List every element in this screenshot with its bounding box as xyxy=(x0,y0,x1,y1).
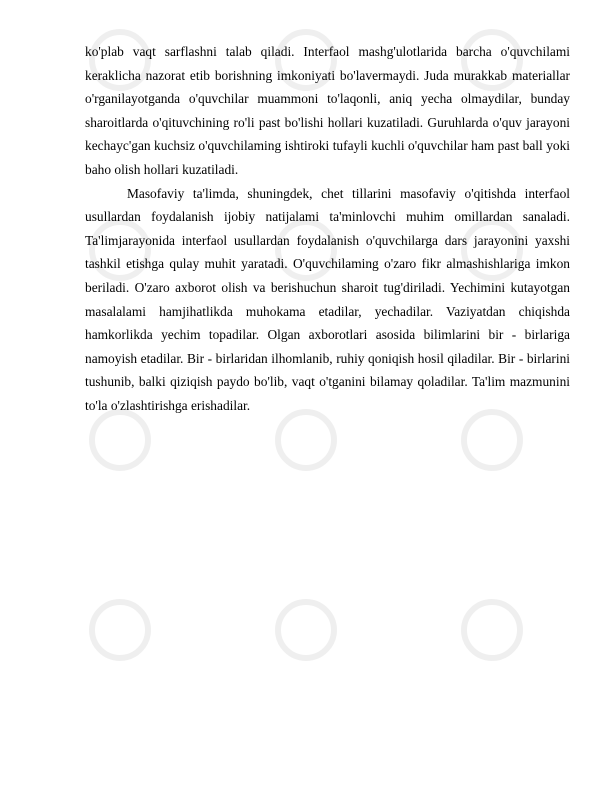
body-text xyxy=(85,40,570,418)
paragraph-2: Masofaviy ta'limda, shuningdek, chet tillarini masofaviy o'qitishda interfaol usullardan foydalanish ijobiy natijalami ta'minlovchi muhim omillardan sanaladi. Ta'limjarayonida interfaol usullardan foydalanish o'quvchilarga dars jarayonini yaxshi tashkil etishga qulay muhit yaratadi. O'quvchilaming o'zaro fikr almashishlariga imkon beriladi. O'zaro axborot olish va berishuchun sharoit tug'diriladi. Yechimini kutayotgan masalalami hamjihatlikda muhokama etadilar, yechadilar. Vaziyatdan chiqishda hamkorlikda yechim topadilar. Olgan axborotlari asosida bilimlarini bir - birlariga namoyish etadilar. Bir - birlaridan ilhomlanib, ruhiy qoniqish hosil qiladilar. Bir - birlarini tushunib, balki qiziqish paydo bo'lib, vaqt o'tganini bilamay qoladilar. Ta'lim mazmunini to'la o'zlashtirishga erishadilar. xyxy=(85,185,570,413)
paragraph-1: ko'plab vaqt sarflashni talab qiladi. Interfaol mashg'ulotlarida barcha o'quvchilami keraklicha nazorat etib borishning imkoniyati bo'lavermaydi. Juda murakkab materiallar o'rganilayotganda o'quvchilar muammoni to'laqonli, aniq yecha olmaydilar, bunday sharoitlarda o'qituvchining ro'li past bo'lishi hollari kuzatiladi. Guruhlarda o'quv jarayoni kechayc'gan kuchsiz o'quvchilaming ishtiroki tufayli kuchli o'quvchilar ham past ball yoki baho olish hollari kuzatiladi. xyxy=(85,44,570,177)
